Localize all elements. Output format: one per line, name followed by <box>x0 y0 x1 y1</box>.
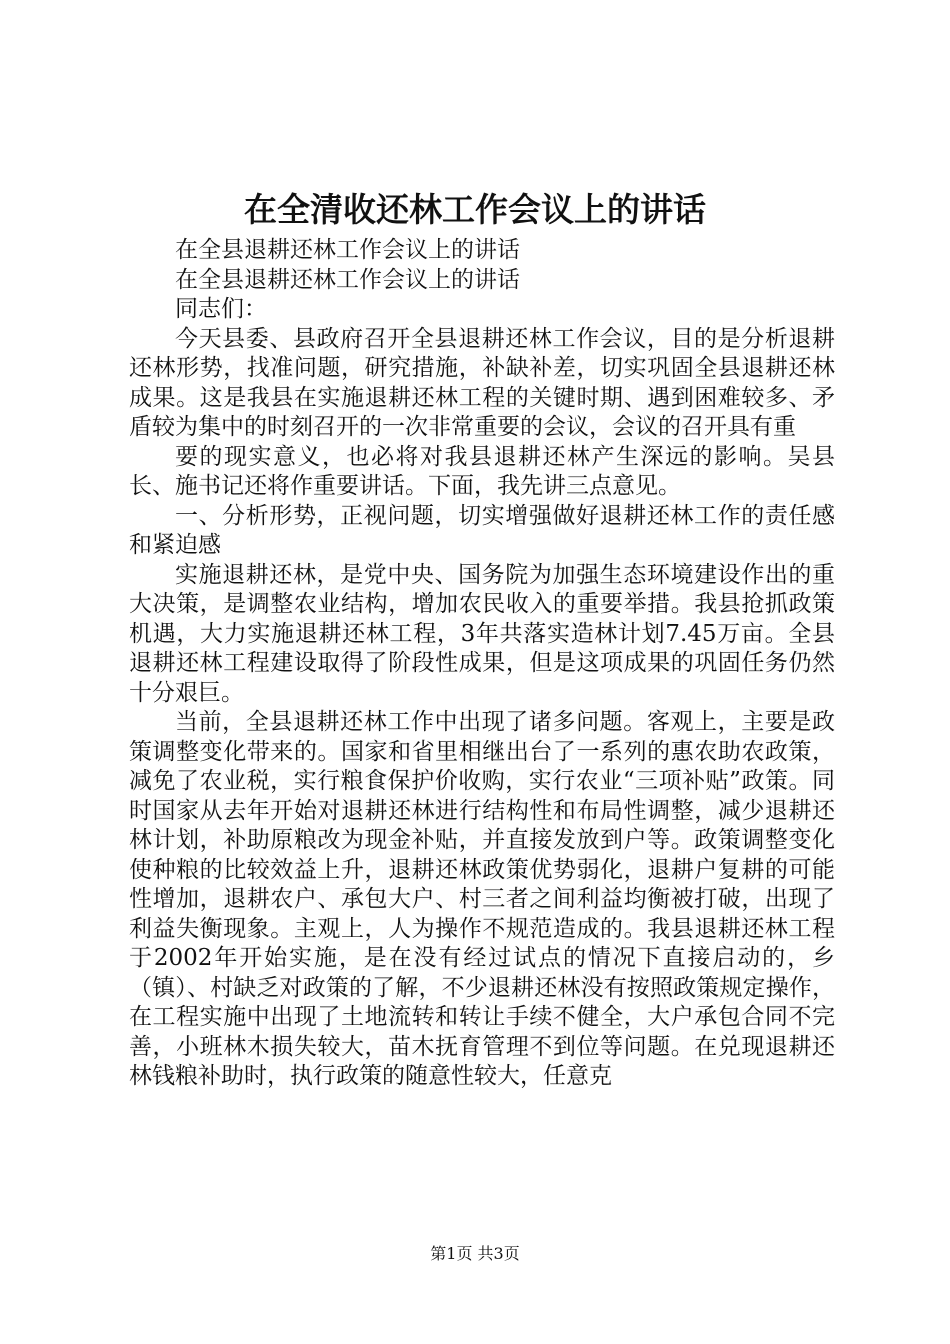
paragraph: 今天县委、县政府召开全县退耕还林工作会议，目的是分析退耕还林形势，找准问题，研究措施，补缺补差，切实巩固全县退耕还林成果。这是我县在实施退耕还林工程的关键时期、遇到困难较多、矛盾较为集中的时刻召开的一次非常重要的会议，会议的召开具有重 <box>129 325 835 440</box>
paragraph: 实施退耕还林，是党中央、国务院为加强生态环境建设作出的重大决策，是调整农业结构，增加农民收入的重要举措。我县抢抓政策机遇，大力实施退耕还林工程，3年共落实造林计划7.45万亩。全县退耕还林工程建设取得了阶段性成果，但是这项成果的巩固任务仍然十分艰巨。 <box>129 561 835 706</box>
paragraph: 要的现实意义，也必将对我县退耕还林产生深远的影响。吴县长、施书记还将作重要讲话。下面，我先讲三点意见。 <box>129 443 835 499</box>
paragraph: 在全县退耕还林工作会议上的讲话 <box>175 237 520 263</box>
page-number-footer: 第1页 共3页 <box>430 1244 520 1263</box>
paragraph: 在全县退耕还林工作会议上的讲话 <box>175 266 520 293</box>
paragraph: 一、分析形势，正视问题，切实增强做好退耕还林工作的责任感和紧迫感 <box>129 502 835 558</box>
paragraph: 当前，全县退耕还林工作中出现了诸多问题。客观上，主要是政策调整变化带来的。国家和省里相继出台了一系列的惠农助农政策，减免了农业税，实行粮食保护价收购，实行农业“三项补贴”政策。同时国家从去年开始对退耕还林进行结构性和布局性调整，减少退耕还林计划，补助原粮改为现金补贴，并直接发放到户等。政策调整变化使种粮的比较效益上升，退耕还林政策优势弱化，退耕户复耕的可能性增加，退耕农户、承包大户、村三者之间利益均衡被打破，出现了利益失衡现象。主观上，人为操作不规范造成的。我县退耕还林工程于2002年开始实施，是在没有经过试点的情况下直接启动的，乡（镇）、村缺乏对政策的了解，不少退耕还林没有按照政策规定操作，在工程实施中出现了土地流转和转让手续不健全，大户承包合同不完善，小班林木损失较大，苗木抚育管理不到位等问题。在兑现退耕还林钱粮补助时，执行政策的随意性较大，任意克 <box>129 709 835 1089</box>
document-body <box>129 236 835 1092</box>
document-title: 在全清收还林工作会议上的讲话 <box>244 190 706 229</box>
paragraph: 同志们： <box>175 296 267 322</box>
